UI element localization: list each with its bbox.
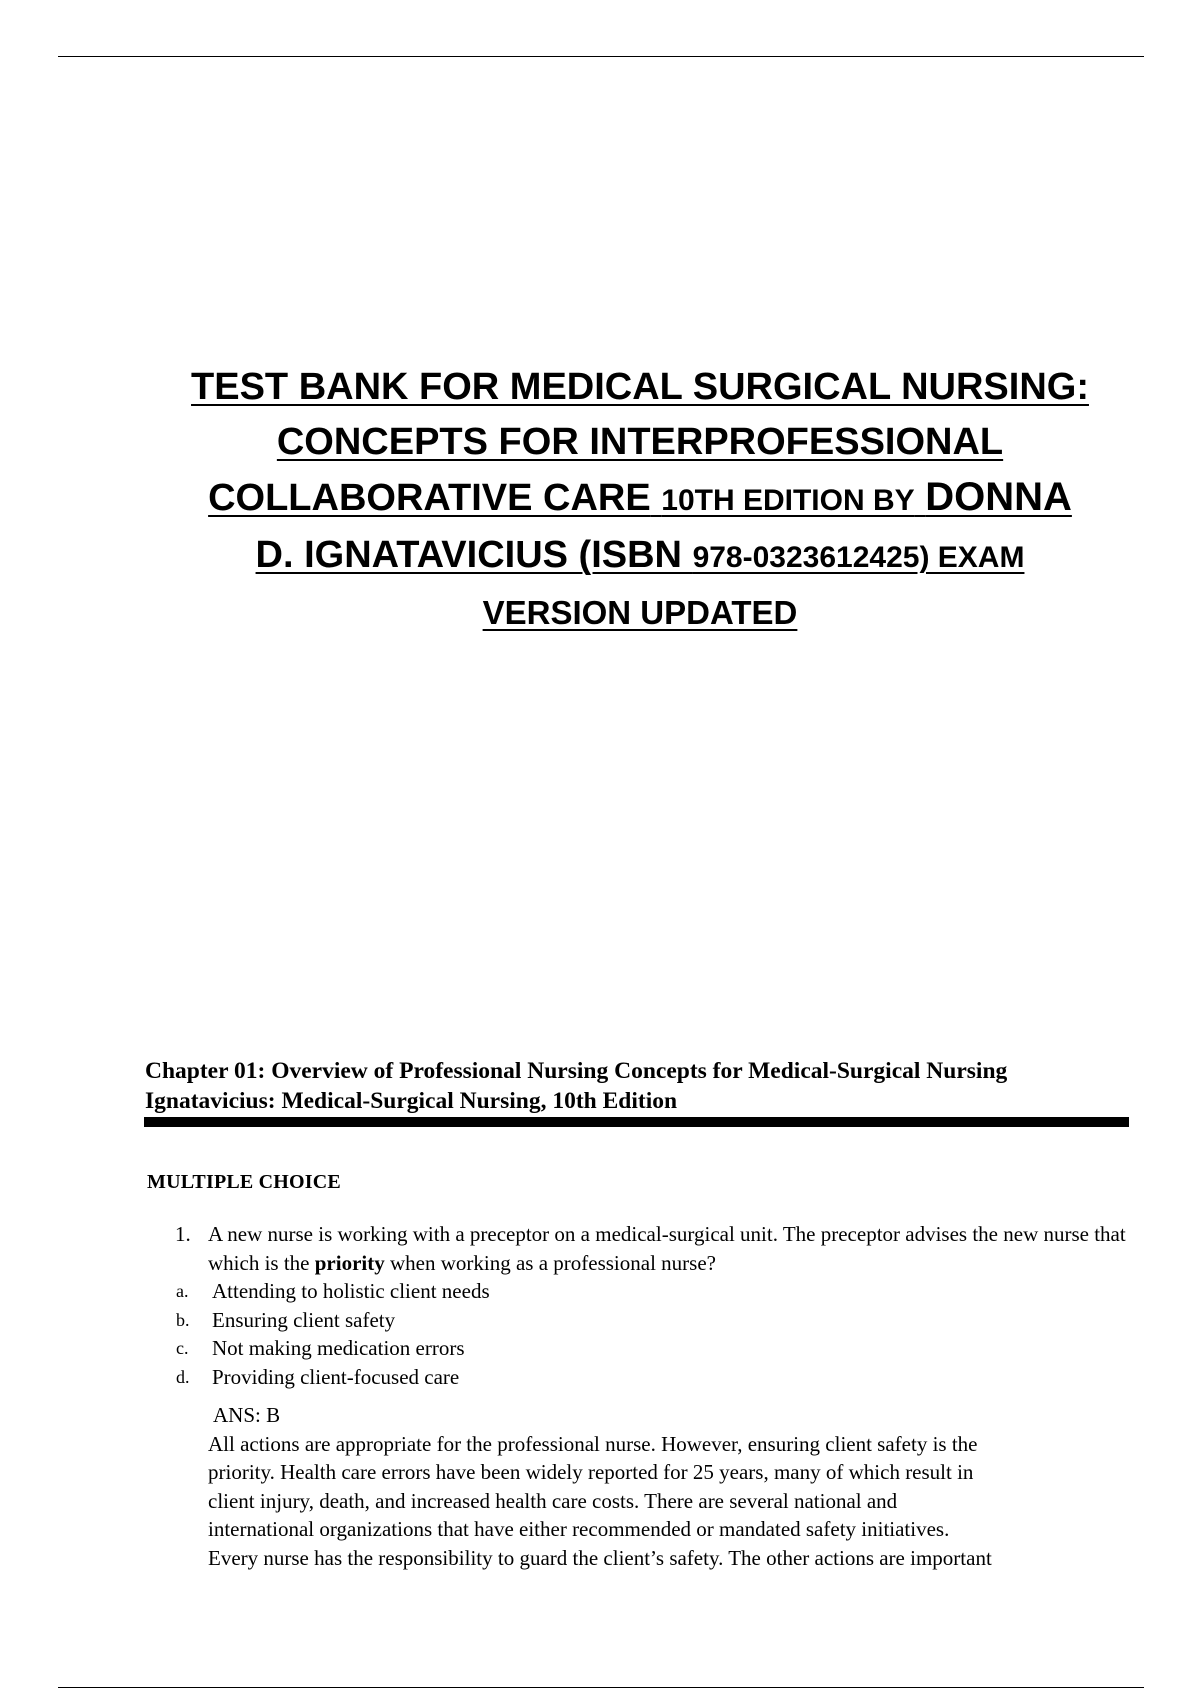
top-rule [58, 56, 1144, 57]
chapter-heading: Chapter 01: Overview of Professional Nursing Concepts for Medical-Surgical Nursing [145, 1058, 1008, 1084]
chapter-subheading: Ignatavicius: Medical-Surgical Nursing, 10th Edition [145, 1088, 678, 1114]
chapter-header [145, 1056, 1135, 1116]
section-heading: MULTIPLE CHOICE [147, 1171, 341, 1193]
choice-c: c. Not making medication errors [176, 1336, 465, 1360]
choice-d: d. Providing client-focused care [176, 1364, 460, 1389]
choice-b: b. Ensuring client safety [176, 1307, 396, 1332]
title-line-1: TEST BANK FOR MEDICAL SURGICAL NURSING: [191, 366, 1089, 408]
title-line-5: VERSION UPDATED [482, 594, 798, 631]
rationale-line: Every nurse has the responsibility to guard the client’s safety. The other actions are important [208, 1545, 992, 1570]
title-line-3: COLLABORATIVE CARE 10TH EDITION BY DONNA [208, 475, 1072, 519]
question-stem: A new nurse is working with a preceptor on a medical-surgical unit. The preceptor advises the new nurse that which is the priority when working as a professional nurse? [208, 1222, 1126, 1275]
title-line-4: D. IGNATAVICIUS (ISBN 978-0323612425) EXAM [255, 534, 1025, 576]
bottom-rule [58, 1687, 1144, 1688]
title-line-2: CONCEPTS FOR INTERPROFESSIONAL [276, 421, 1004, 463]
rationale [208, 1430, 1138, 1573]
rationale-line: client injury, death, and increased health care costs. There are several national and [208, 1488, 898, 1513]
answer-choices [175, 1277, 1135, 1391]
answer-key: ANS: B [213, 1403, 281, 1427]
rationale-line: priority. Health care errors have been widely reported for 25 years, many of which result in [208, 1460, 974, 1484]
choice-a: a. Attending to holistic client needs [176, 1279, 490, 1303]
emphasis-priority: priority [314, 1250, 385, 1275]
document-title [100, 360, 1180, 640]
question-item [175, 1220, 1135, 1572]
rationale-line: international organizations that have either recommended or mandated safety initiatives. [208, 1517, 950, 1541]
question-number: 1. [175, 1222, 191, 1246]
rationale-line: All actions are appropriate for the professional nurse. However, ensuring client safety is the [208, 1431, 978, 1456]
chapter-divider [144, 1117, 1129, 1127]
